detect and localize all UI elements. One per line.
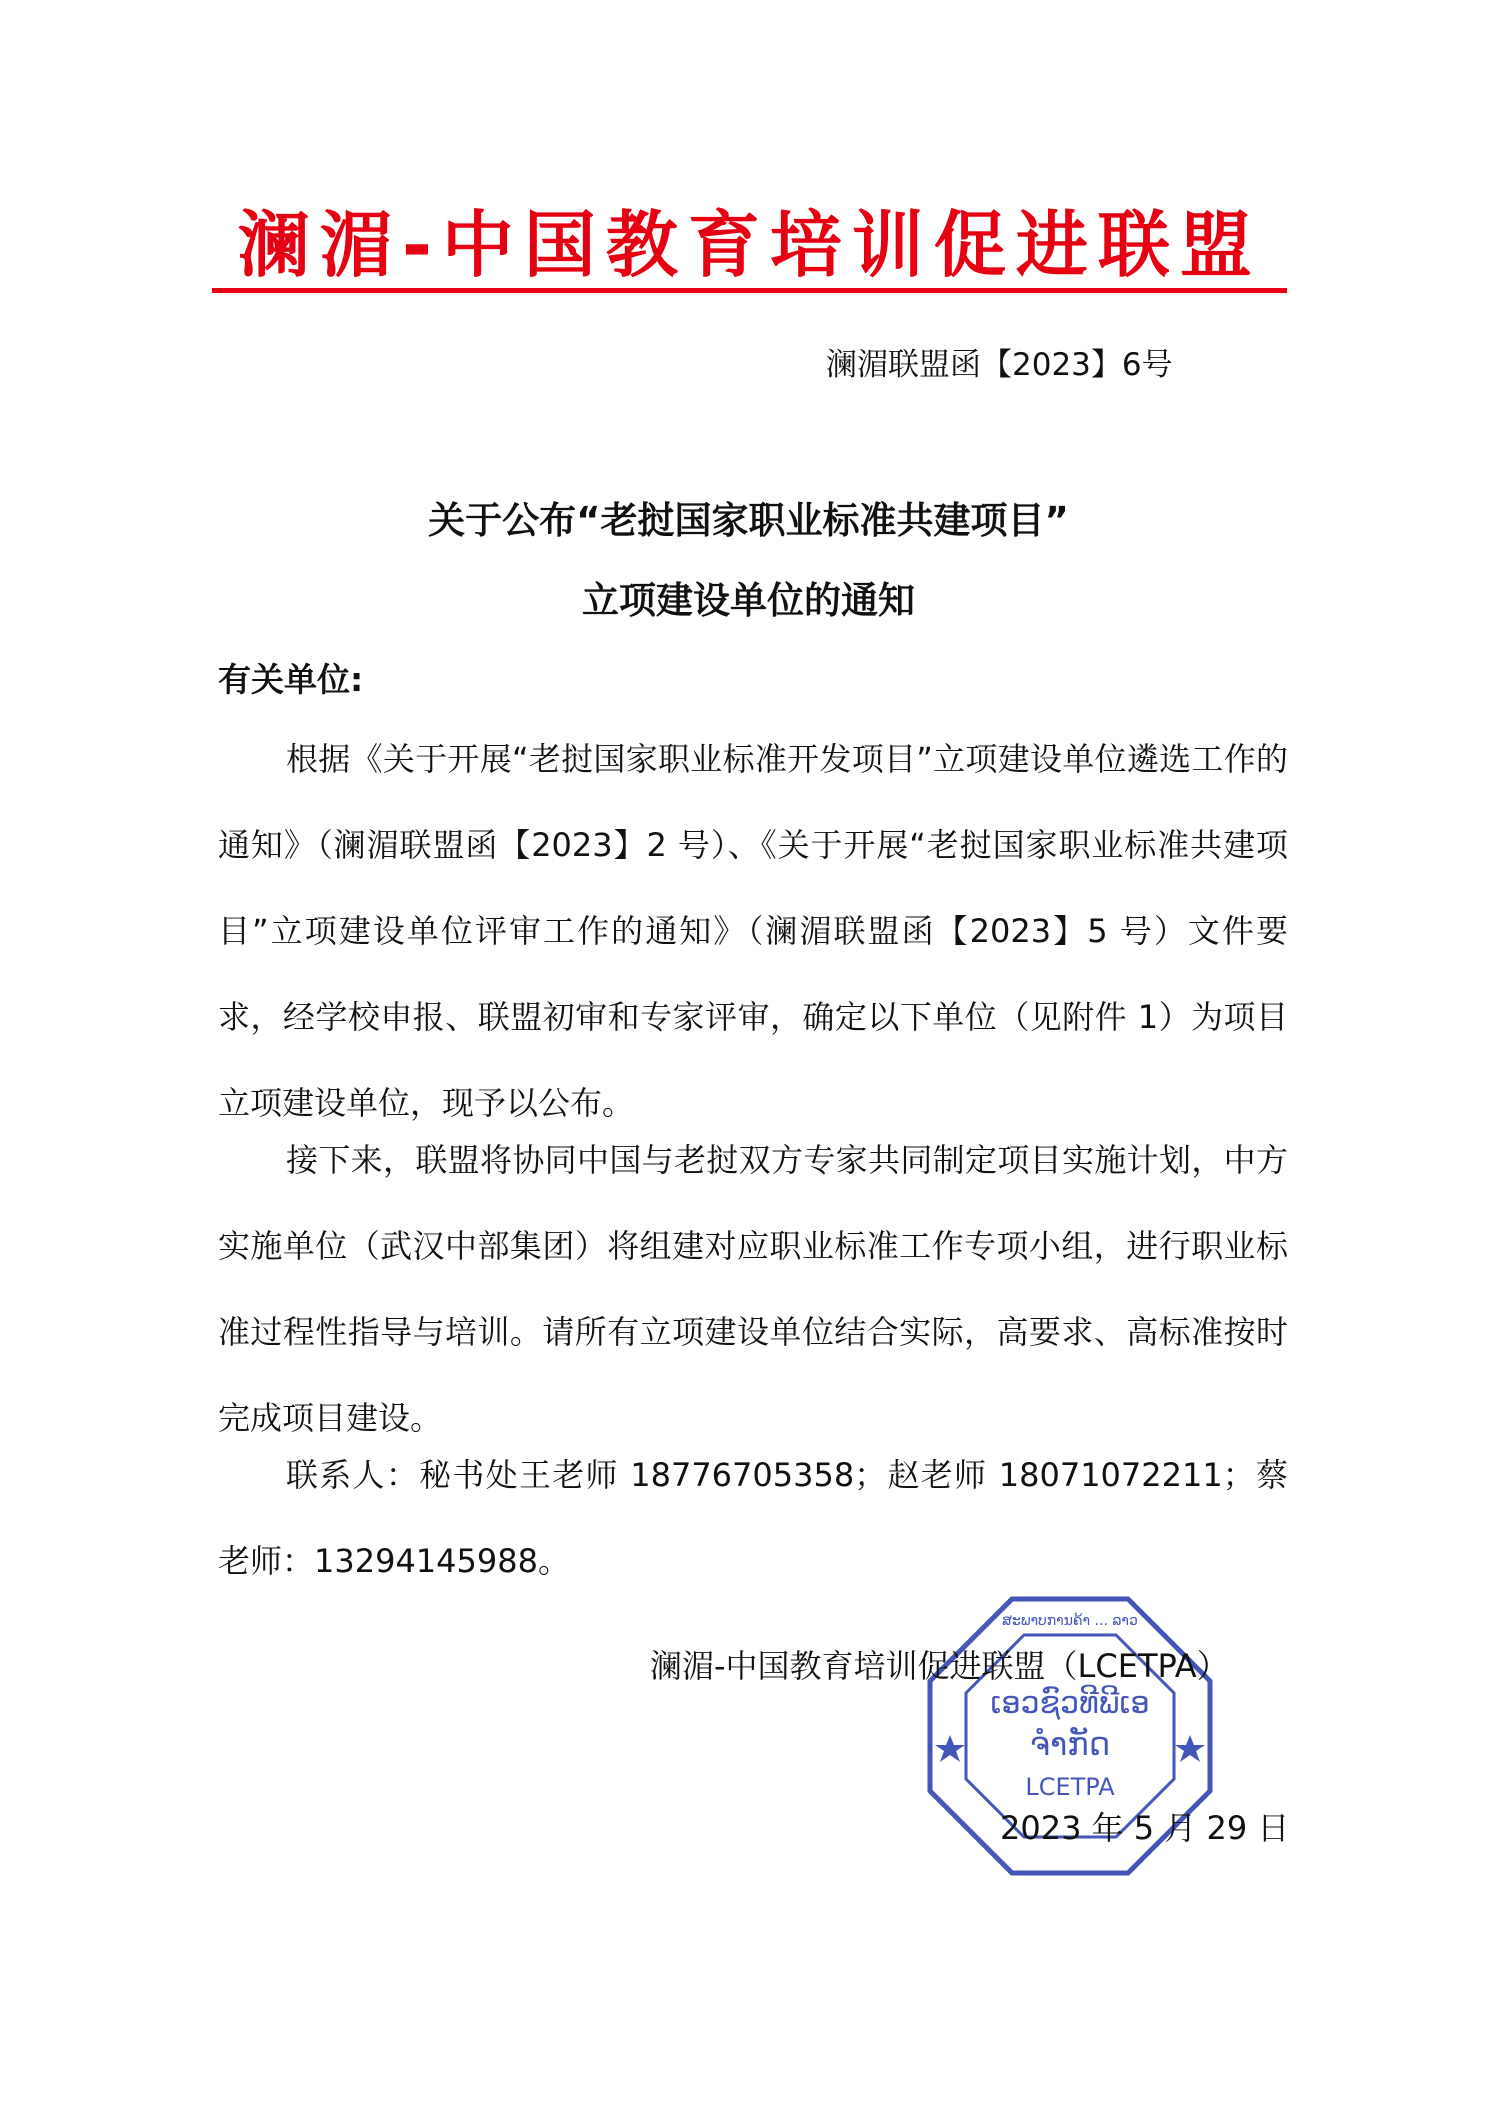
- seal-left-star-icon: [935, 1735, 965, 1762]
- salutation: 有关单位:: [218, 660, 364, 699]
- body-paragraph-1: 根据《关于开展“老挝国家职业标准开发项目”立项建设单位遴选工作的通知》（澜湄联盟函【2023】2 号）、《关于开展“老挝国家职业标准共建项目”立项建设单位评审工作的通知》（澜湄联盟函【2023】5 号）文件要求，经学校申报、联盟初审和专家评审，确定以下单位（见附件 1）为项目立项建设单位，现予以公布。: [218, 740, 1288, 1122]
- seal-text-line-2: ຈຳກັດ: [1029, 1725, 1111, 1763]
- document-number: 澜湄联盟函【2023】6号: [826, 347, 1173, 383]
- seal-text-line-3: LCETPA: [1025, 1773, 1115, 1801]
- masthead: [210, 205, 1290, 285]
- signature-date: 2023 年 5 月 29 日: [1000, 1809, 1290, 1847]
- masthead-red-rule: [212, 288, 1287, 293]
- notice-title-line-2: 立项建设单位的通知: [582, 579, 915, 622]
- masthead-title: 澜湄-中国教育培训促进联盟: [238, 203, 1262, 287]
- contact-paragraph: 联系人：秘书处王老师 18776705358；赵老师 18071072211；蔡老师：13294145988。: [218, 1456, 1288, 1580]
- seal-right-star-icon: [1175, 1735, 1205, 1762]
- seal-ring-text: ສະພາບການຄ້າ ... ລາວ: [1002, 1613, 1138, 1629]
- signature-organization: 澜湄-中国教育培训促进联盟（LCETPA）: [650, 1647, 1229, 1685]
- seal-text-line-1: ເອວຊົວທີພີເອ: [990, 1686, 1150, 1721]
- body-paragraph-2: 接下来，联盟将协同中国与老挝双方专家共同制定项目实施计划，中方实施单位（武汉中部集团）将组建对应职业标准工作专项小组，进行职业标准过程性指导与培训。请所有立项建设单位结合实际，高要求、高标准按时完成项目建设。: [218, 1141, 1288, 1437]
- notice-title-line-1: 关于公布“老挝国家职业标准共建项目”: [428, 499, 1069, 542]
